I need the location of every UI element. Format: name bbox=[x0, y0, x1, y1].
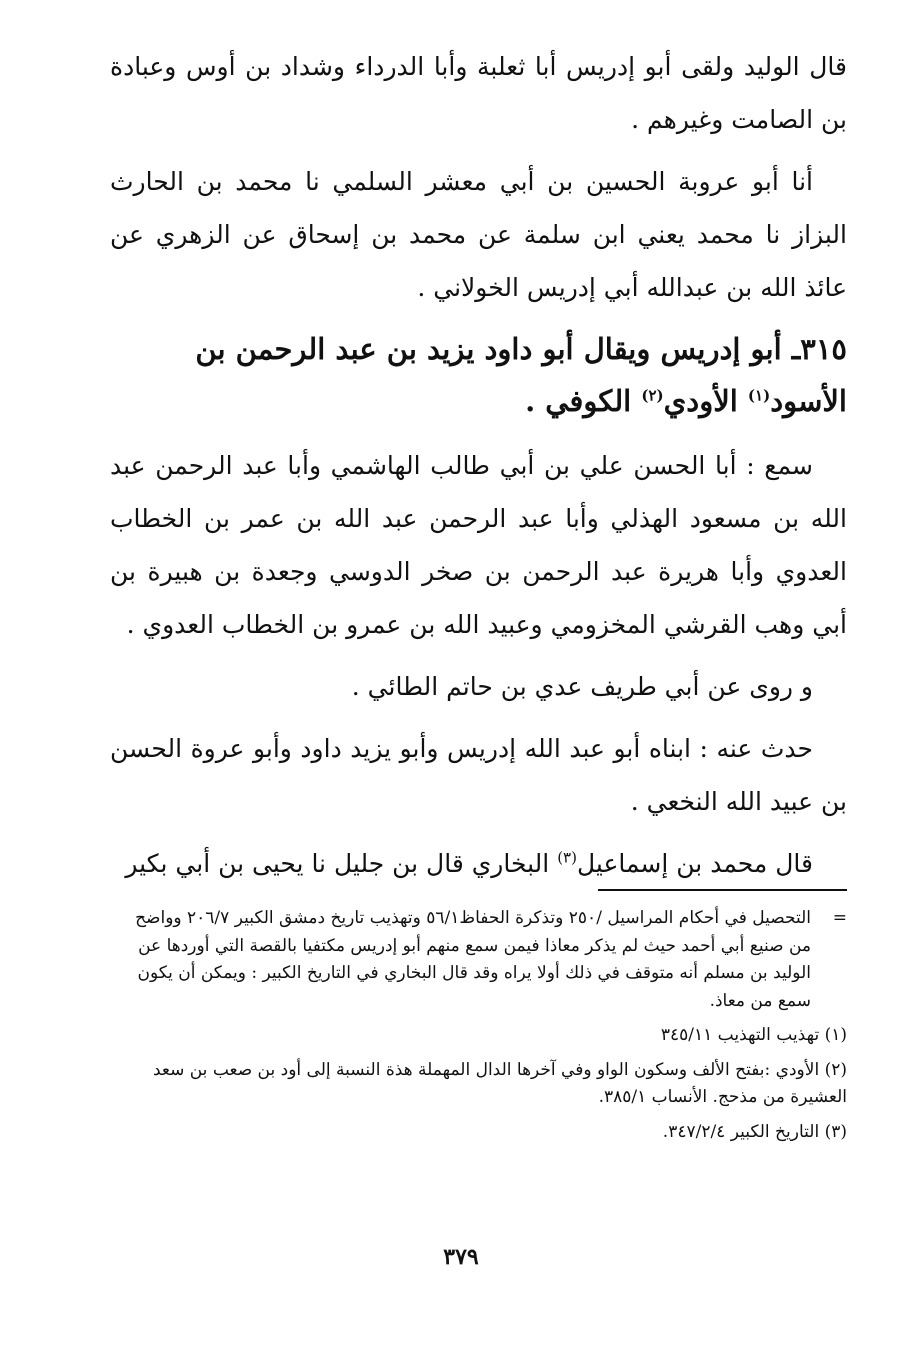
footnote-ref-1: (١) bbox=[747, 386, 771, 405]
footnotes bbox=[110, 905, 847, 1153]
footnote-ref-3: (٣) bbox=[557, 848, 577, 867]
footnote-3: (٣) التاريخ الكبير ٣٤٧/٢/٤. bbox=[662, 1121, 847, 1142]
footnote-ref-2: (٢) bbox=[641, 386, 664, 405]
paragraph-5: حدث عنه : ابناه أبو عبد الله إدريس وأبو يزيد داود وأبو عروة الحسن بن عبيد الله النخعي . bbox=[110, 734, 847, 816]
footnote-separator bbox=[598, 889, 847, 891]
footnote-2: (٢) الأودي :بفتح الألف وسكون الواو وفي آخرها الدال المهملة هذة النسبة إلى أود بن صعب بن سعد العشيرة من مذحج. الأنساب ٣٨٥/١. bbox=[152, 1059, 847, 1107]
paragraph-6 bbox=[110, 837, 847, 890]
main-text bbox=[110, 40, 847, 899]
page-number: ٣٧٩ bbox=[443, 1244, 479, 1270]
heading-text-b: الأودي bbox=[663, 384, 748, 418]
continuation-text: التحصيل في أحكام المراسيل /٢٥٠ وتذكرة الحفاظ٥٦/١ وتهذيب تاريخ دمشق الكبير ٢٠٦/٧ وواضح من صنيع أبي أحمد حيث لم يذكر معاذا فيمن سمع منهم أبو إدريس مكتفيا بالقصة التي أوردها عن الوليد بن مسلم أنه متوقف في ذلك أولا يراه وقد قال البخاري في التاريخ الكبير : ويمكن أن يكون سمع من معاذ. bbox=[135, 908, 811, 1011]
footnote-continuation bbox=[110, 905, 847, 1015]
paragraph-6-text-a: قال محمد بن إسماعيل bbox=[576, 849, 813, 878]
continuation-mark: = bbox=[832, 908, 847, 928]
heading-text-c: الكوفي . bbox=[525, 384, 642, 418]
footnote-1: (١) تهذيب التهذيب ٣٤٥/١١ bbox=[660, 1025, 847, 1045]
heading-text-a: ٣١٥ـ أبو إدريس ويقال أبو داود يزيد بن عبد الرحمن بن الأسود bbox=[195, 332, 847, 418]
paragraph-3: سمع : أبا الحسن علي بن أبي طالب الهاشمي وأبا عبد الرحمن عبد الله بن مسعود الهذلي وأبا عبد الرحمن عبد الله بن عمر بن الخطاب العدوي وأبا هريرة عبد الرحمن بن صخر الدوسي وجعدة بن هبيرة بن أبي وهب القرشي المخزومي وعبيد الله بن عمرو بن الخطاب العدوي . bbox=[110, 451, 847, 639]
paragraph-4: و روى عن أبي طريف عدي بن حاتم الطائي . bbox=[351, 672, 813, 701]
paragraph-6-text-b: البخاري قال بن جليل نا يحيى بن أبي بكير bbox=[125, 849, 558, 878]
paragraph-2: أنا أبو عروبة الحسين بن أبي معشر السلمي نا محمد بن الحارث البزاز نا محمد يعني ابن سلمة عن محمد بن إسحاق عن الزهري عن عائذ الله بن عبدالله أبي إدريس الخولاني . bbox=[110, 167, 847, 302]
entry-heading bbox=[110, 323, 847, 427]
paragraph-1: قال الوليد ولقى أبو إدريس أبا ثعلبة وأبا الدرداء وشداد بن أوس وعبادة بن الصامت وغيرهم . bbox=[110, 52, 847, 134]
